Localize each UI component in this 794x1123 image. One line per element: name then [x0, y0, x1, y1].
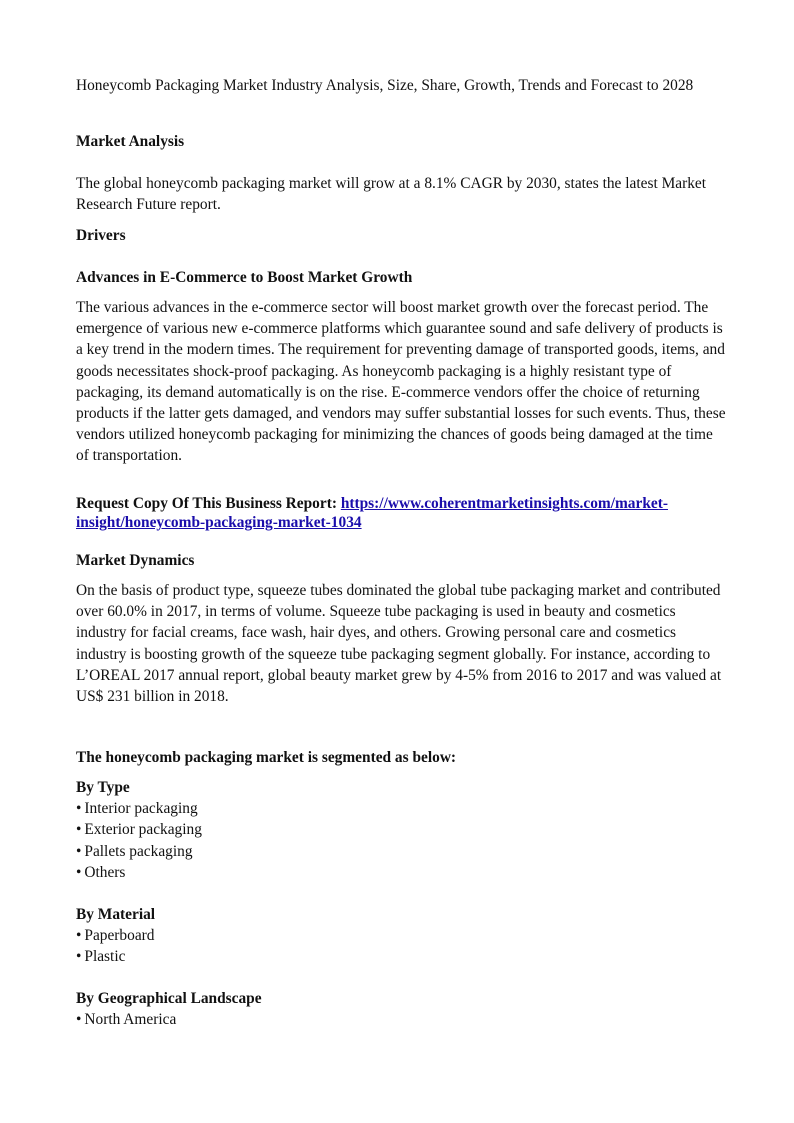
segment-by-type — [76, 777, 726, 883]
request-copy-label: Request Copy Of This Business Report: — [76, 495, 341, 512]
list-item: • Interior packaging — [76, 800, 198, 818]
drivers-subheading: Advances in E-Commerce to Boost Market Growth — [76, 269, 413, 286]
list-item: • North America — [76, 1011, 177, 1029]
drivers-heading: Drivers — [76, 227, 126, 244]
market-dynamics-text: On the basis of product type, squeeze tubes dominated the global tube packaging market and contributed over 60.0% in 2017, in terms of volume. Squeeze tube packaging is used in beauty and cosmetics industry for facial creams, face wash, hair dyes, and others. Growing personal care and cosmetics industry is boosting growth of the squeeze tube packaging segment globally. For instance, according to L’OREAL 2017 annual report, global beauty market grew by 4-5% from 2016 to 2017 and was valued at US$ 231 billion in 2018. — [76, 582, 722, 706]
list-item: • Pallets packaging — [76, 842, 193, 860]
market-analysis-heading: Market Analysis — [76, 133, 185, 150]
list-item: • Exterior packaging — [76, 821, 202, 839]
segment-by-geo — [76, 988, 726, 1030]
list-item: • Others — [76, 863, 126, 881]
by-geo-list — [76, 1009, 726, 1030]
request-copy — [76, 494, 726, 532]
by-type-heading: By Type — [76, 779, 130, 796]
by-geo-heading: By Geographical Landscape — [76, 990, 262, 1007]
by-type-list — [76, 798, 726, 883]
by-material-list — [76, 925, 726, 967]
segment-by-material — [76, 904, 726, 968]
market-dynamics-heading: Market Dynamics — [76, 552, 195, 569]
list-item: • Plastic — [76, 948, 126, 966]
market-analysis-text: The global honeycomb packaging market will grow at a 8.1% CAGR by 2030, states the latest Market Research Future report. — [76, 175, 707, 214]
document-title: Honeycomb Packaging Market Industry Analysis, Size, Share, Growth, Trends and Forecast to 2028 — [76, 77, 694, 94]
segmentation-heading: The honeycomb packaging market is segmented as below: — [76, 749, 457, 766]
report-link[interactable]: https://www.coherentmarketinsights.com/market-insight/honeycomb-packaging-market-1034 — [76, 495, 668, 531]
drivers-text: The various advances in the e-commerce sector will boost market growth over the forecast period. The emergence of various new e-commerce platforms which guarantee sound and safe delivery of products is a key trend in the modern times. The requirement for preventing damage of transported goods, items, and goods necessitates shock-proof packaging. As honeycomb packaging is a highly resistant type of packaging, its demand automatically is on the rise. E-commerce vendors offer the choice of returning products if the latter gets damaged, and vendors may suffer substantial losses for such events. Thus, these vendors utilized honeycomb packaging for minimizing the chances of goods being damaged at the time of transportation. — [76, 299, 726, 465]
list-item: • Paperboard — [76, 927, 155, 945]
by-material-heading: By Material — [76, 906, 156, 923]
